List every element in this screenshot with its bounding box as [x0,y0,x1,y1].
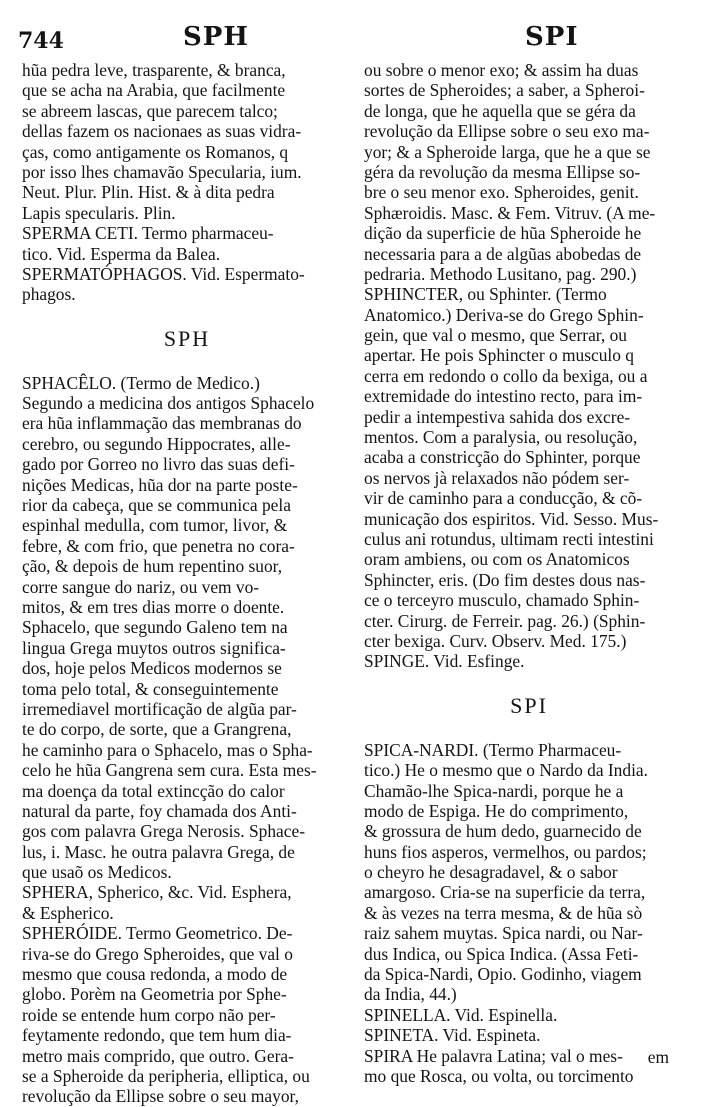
left-column-text-line: lingua Grega muytos outros significa- [22,637,286,658]
left-column-text-line: que usaõ os Medicos. [22,862,172,883]
right-column-text-line: Chamão-lhe Spica-nardi, porque he a [364,780,624,801]
right-column-text-line: SPINETA. Vid. Espineta. [364,1025,541,1046]
left-column-text-line: celo he hũa Gangrena sem cura. Esta mes- [22,760,317,781]
right-column-text-line: da India, 44.) [364,984,457,1005]
right-column-text-line: mo que Rosca, ou volta, ou torcimento [364,1065,634,1086]
right-column-text-line: Sphæroidis. Masc. & Fem. Vitruv. (A me- [364,202,656,223]
left-column-text-line: metro mais comprido, que outro. Gera- [22,1045,294,1066]
left-column-text-line: lus, i. Masc. he outra palavra Grega, de [22,841,295,862]
right-column-text-line: extremidade do intestino recto, para im- [364,386,643,407]
left-column-text-line: rior da cabeça, que se communica pela [22,495,291,516]
left-column-text-line: roide se entende hum corpo não per- [22,1004,276,1025]
left-column-text-line: que se acha na Arabia, que facilmente [22,80,286,101]
left-column-text-line: se a Spheroide da peripheria, elliptica, ou [22,1065,310,1086]
left-column-text-line: toma pelo total, & conseguintemente [22,678,279,699]
section-heading: SPI [510,692,548,718]
right-column-text-line: dus Indica, ou Spica Indica. (Assa Feti- [364,943,639,964]
right-column-text-line: municação dos espiritos. Vid. Sesso. Mus- [364,508,659,529]
left-column-text-line: Neut. Plur. Plin. Hist. & à dita pedra [22,182,275,203]
right-column-text-line: dição da superficie de hũa Spheroide he [364,223,642,244]
left-column-text-line: mitos, & em tres dias morre o doente. [22,596,285,617]
right-column-text-line: revolução da Ellipse sobre o seu exo ma- [364,121,650,142]
left-column [22,60,352,1107]
right-column-text-line: bre o seu menor exo. Spheroides, genit. [364,182,639,203]
left-column-text-line: era hũa inflammação das membranas do [22,413,302,434]
left-column-text-line: phagos. [22,284,76,305]
left-column-text-line: ças, como antigamente os Romanos, q [22,141,289,162]
right-column-text-line: mentos. Com a paralysia, ou resolução, [364,427,638,448]
left-column-text-line: feytamente redondo, que tem hum dia- [22,1025,292,1046]
right-column [364,60,694,1086]
right-column-text-line: sortes de Spheroides; a saber, a Spheroi- [364,80,645,101]
right-column-text-line: ou sobre o menor exo; & assim ha duas [364,60,639,80]
right-column-text-line: os nervos jà relaxados não pódem ser- [364,467,630,488]
right-column-text-line: oram ambiens, ou com os Anatomicos [364,549,630,570]
left-column-text-line: & Espherico. [22,902,114,923]
left-column-text-line: mesmo que cousa redonda, a modo de [22,964,288,985]
left-column-text-line: SPHERÓIDE. Termo Geometrico. De- [22,923,293,944]
right-column-text-line: gein, que val o mesmo, que Serrar, ou [364,325,627,346]
left-column-text-line: globo. Porèm na Geometria por Sphe- [22,984,287,1005]
right-column-text-line: raiz sahem muytas. Spica nardi, ou Nar- [364,923,643,944]
left-column-text-line: Lapis specularis. Plin. [22,202,176,223]
right-column-text-line: yor; & a Spheroide larga, que he a que se [364,141,651,162]
right-column-text-line: Sphincter, eris. (Do fim destes dous nas- [364,569,646,590]
left-column-text-line: nições Medicas, hũa dor na parte poste- [22,474,298,495]
left-column-text-line: espinhal medulla, com tumor, livor, & [22,515,288,536]
right-column-text-line: SPINGE. Vid. Esfinge. [364,651,525,672]
left-column-text-line: febre, & com frio, que penetra no cora- [22,535,295,556]
left-column-text-line: ma doença da total extincção do calor [22,780,285,801]
left-column-text-line: cerebro, ou segundo Hippocrates, alle- [22,433,291,454]
left-column-text-line: irremediavel mortificação de algũa par- [22,698,297,719]
right-column-text-line: o cheyro he desagradavel, & o sabor [364,862,618,883]
right-column-text-line: Anatomico.) Deriva-se do Grego Sphin- [364,304,644,325]
right-column-text-line: & grossura de hum dedo, guarnecido de [364,821,642,842]
right-column-text-line: vir de caminho para a conducção, & cõ- [364,488,643,509]
running-header-right: SPI [525,22,579,52]
running-header-left: SPH [183,22,249,52]
left-column-text-line: he caminho para o Sphacelo, mas o Spha- [22,739,313,760]
section-heading: SPH [163,325,211,351]
right-column-text-line: da Spica-Nardi, Opio. Godinho, viagem [364,964,642,985]
left-column-text-line: dos, hoje pelos Medicos modernos se [22,658,282,679]
left-column-text-line: SPERMATÓPHAGOS. Vid. Espermato- [22,263,305,284]
right-column-text-line: cter bexiga. Curv. Observ. Med. 175.) [364,630,627,651]
left-column-text-line: SPERMA CETI. Termo pharmaceu- [22,223,274,244]
left-column-text-line: gos com palavra Grega Nerosis. Sphace- [22,821,305,842]
left-column-text-line: se abreem lascas, que parecem talco; [22,100,278,121]
right-column-text-line: géra da revolução da mesma Ellipse so- [364,161,641,182]
left-column-text-line: SPHERA, Spherico, &c. Vid. Esphera, [22,882,292,903]
left-column-text-line: hũa pedra leve, trasparente, & branca, [22,60,286,80]
right-column-text-line: SPINELLA. Vid. Espinella. [364,1004,558,1025]
right-column-text-line: modo de Espiga. He do comprimento, [364,800,629,821]
right-column-text-line: SPIRA He palavra Latina; val o mes- [364,1045,623,1066]
left-column-text-line: gado por Gorreo no livro das suas defi- [22,454,295,475]
right-column-text-line: acaba a constricção do Sphinter, porque [364,447,641,468]
right-column-text-line: tico.) He o mesmo que o Nardo da India. [364,760,648,781]
left-column-text-line: por isso lhes chamavão Specularia, ium. [22,161,302,182]
catchword: em [647,1047,669,1067]
left-column-text-line: Sphacelo, que segundo Galeno tem na [22,617,288,638]
right-column-text-line: pedir a intempestiva sahida dos excre- [364,406,631,427]
right-column-text-line: huns fios asperos, vermelhos, ou pardos; [364,841,647,862]
right-column-text-line: culus ani rotundus, ultimam recti intestini [364,528,654,549]
right-column-text-line: SPICA-NARDI. (Termo Pharmaceu- [364,739,622,760]
right-column-text-line: & às vezes na terra mesma, & de hũa sò [364,902,643,923]
right-column-text-line: SPHINCTER, ou Sphinter. (Termo [364,284,607,305]
left-column-text-line: SPHACÊLO. (Termo de Medico.) [22,372,260,393]
right-column-text-line: necessaria para a de algũas abobedas de [364,243,642,264]
left-column-text-line: te do corpo, de sorte, que a Grangrena, [22,719,292,740]
right-column-text-line: pedraria. Methodo Lusitano, pag. 290.) [364,263,637,284]
right-column-text-line: apertar. He pois Sphincter o musculo q [364,345,634,366]
right-column-text-line: amargoso. Cria-se na superficie da terra, [364,882,646,903]
left-column-text-line: natural da parte, foy chamada dos Anti- [22,800,297,821]
right-column-text-line: ce o terceyro musculo, chamado Sphin- [364,590,640,611]
left-column-text-line: riva-se do Grego Spheroides, que val o [22,943,293,964]
left-column-text-line: corre sangue do nariz, ou vem vo- [22,576,260,597]
right-column-text-line: cter. Cirurg. de Ferreir. pag. 26.) (Sphin- [364,610,646,631]
page-number: 744 [18,28,64,54]
right-column-text-line: de longa, que he aquella que se géra da [364,100,636,121]
left-column-text-line: Segundo a medicina dos antigos Sphacelo [22,393,315,414]
left-column-text-line: tico. Vid. Esperma da Balea. [22,243,221,264]
left-column-text-line: ção, & depois de hum repentino suor, [22,556,283,577]
left-column-text-line: revolução da Ellipse sobre o seu mayor, [22,1086,299,1107]
right-column-text-line: cerra em redondo o collo da bexiga, ou a [364,365,648,386]
left-column-text-line: dellas fazem os nacionaes as suas vidra- [22,121,302,142]
